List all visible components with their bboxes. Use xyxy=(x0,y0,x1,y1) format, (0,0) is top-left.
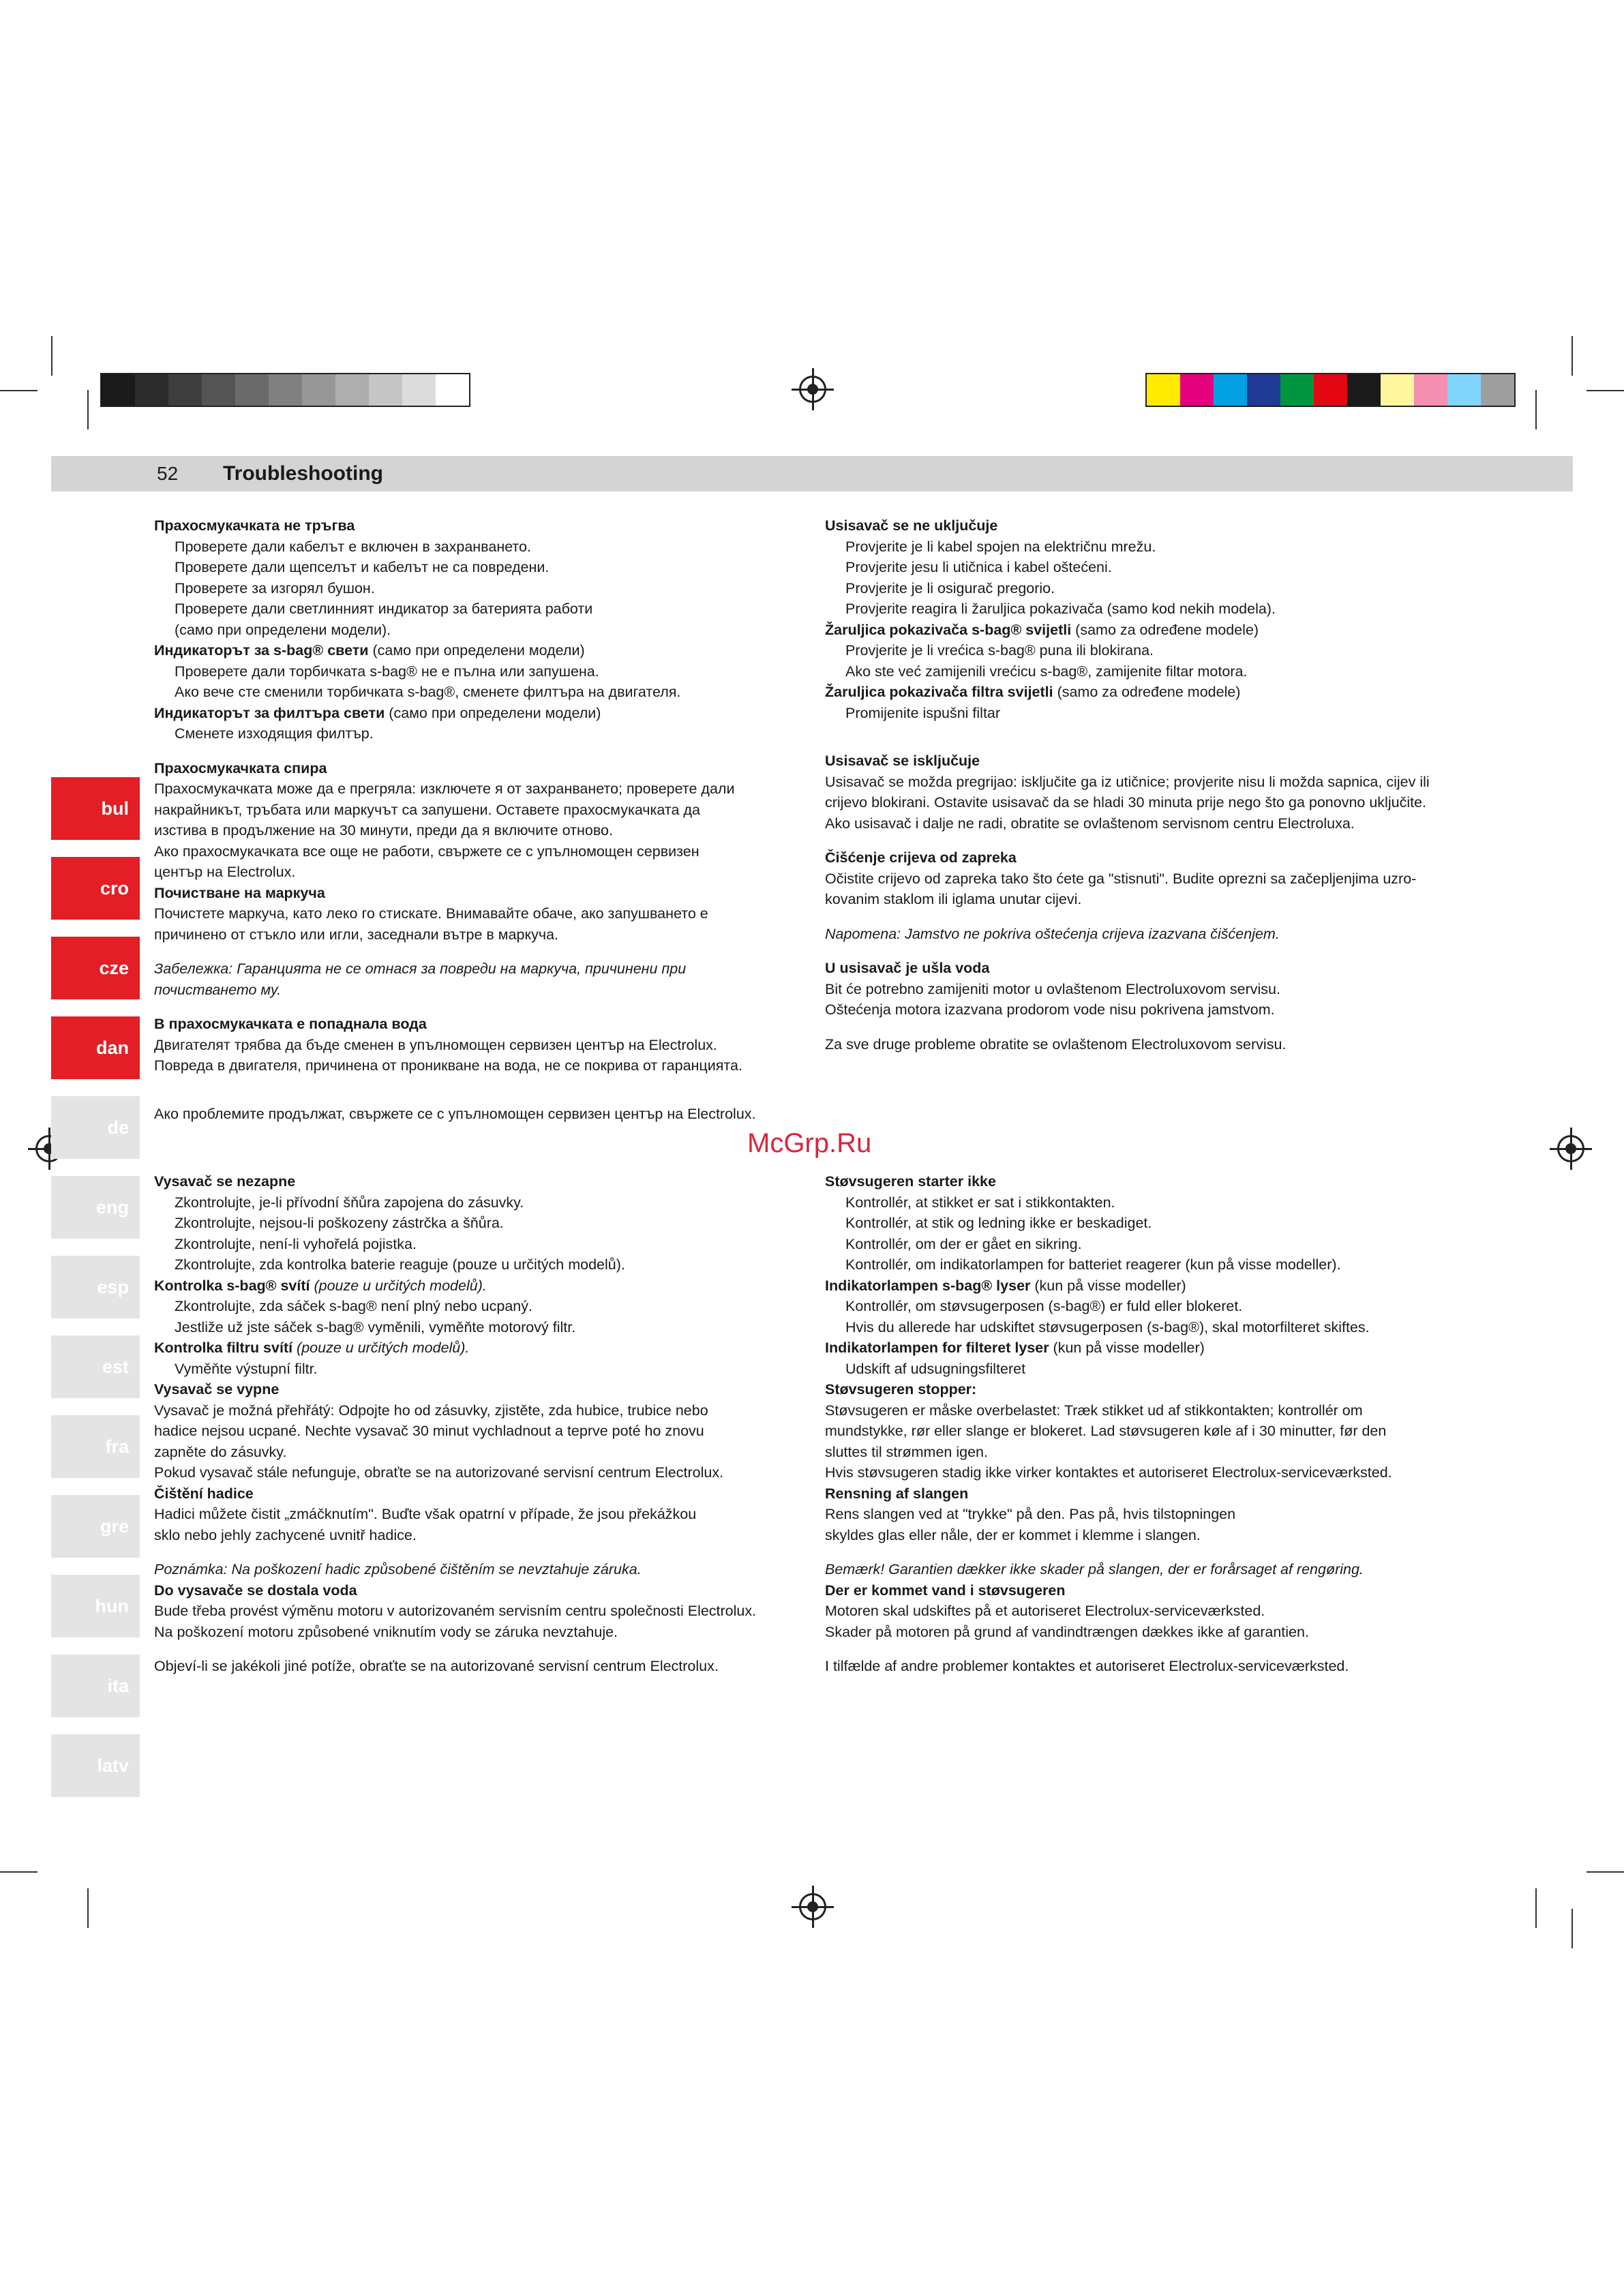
text-line: Provjerite reagira li žaruljica pokazivača (samo kod nekih modela). xyxy=(845,601,1276,617)
text-line: Повреда в двигателя, причинена от проникване на вода, не се покрива от гаранцията. xyxy=(154,1057,742,1074)
heading: Vysavač se vypne xyxy=(154,1381,280,1398)
crop-mark xyxy=(1587,390,1624,391)
text-line: Zkontrolujte, není-li vyhořelá pojistka. xyxy=(175,1235,417,1252)
section-cro xyxy=(825,515,1507,1055)
note-text: (samo za određene modele) xyxy=(1053,684,1241,700)
text-line: Kontrollér, om der er gået en sikring. xyxy=(845,1235,1082,1252)
grayscale-calibration-strip xyxy=(100,373,470,407)
page-number: 52 xyxy=(157,463,179,484)
calibration-swatch xyxy=(302,374,335,406)
heading: Kontrolka filtru svítí xyxy=(154,1340,293,1356)
heading: В прахосмукачката е попаднала вода xyxy=(154,1016,427,1032)
text-line: Ако прахосмукачката все още не работи, свържете се с упълномощен сервизен xyxy=(154,843,700,860)
text-line: Vysavač je možná přehřátý: Odpojte ho od zásuvky, zjistěte, zda hubice, trubice nebo xyxy=(154,1402,708,1419)
calibration-swatch xyxy=(1414,374,1447,406)
section-bul xyxy=(154,515,809,1124)
note-text: (само при определени модели) xyxy=(385,704,601,721)
text-line: Прахосмукачката може да е прегряла: изключете я от захранването; проверете дали xyxy=(154,781,735,797)
text-line: Ако проблемите продължат, свържете се с упълномощен сервизен център на Electrolux. xyxy=(154,1105,756,1122)
heading: Støvsugeren stopper: xyxy=(825,1381,977,1398)
crop-mark xyxy=(1535,390,1537,429)
text-line: Provjerite je li kabel spojen na električnu mrežu. xyxy=(845,538,1156,555)
heading: Žaruljica pokazivača filtra svijetli xyxy=(825,684,1053,700)
text-line: Ako usisavač i dalje ne radi, obratite se ovlaštenom servisnom centru Electroluxa. xyxy=(825,815,1355,832)
text-line: накрайникът, тръбата или маркучът са запушени. Оставете прахосмукачката да xyxy=(154,801,700,818)
text-line: Objeví-li se jakékoli jiné potíže, obraťte se na autorizované servisní centrum Electrolux. xyxy=(154,1658,719,1674)
calibration-swatch xyxy=(1347,374,1381,406)
text-line: Kontrollér, om støvsugerposen (s-bag®) er fuld eller blokeret. xyxy=(845,1298,1243,1314)
calibration-swatch xyxy=(1180,374,1214,406)
heading-line xyxy=(154,640,809,661)
text-line: sluttes til strømmen igen. xyxy=(825,1443,988,1460)
note-text: Napomena: Jamstvo ne pokriva oštećenja crijeva izazvana čišćenjem. xyxy=(825,925,1280,942)
tab-est[interactable]: est xyxy=(51,1335,140,1398)
text-line: Проверете дали торбичката s-bag® не е пълна или запушена. xyxy=(175,663,599,680)
text-line: crijevo blokirani. Ostavite usisavač da se hladi 30 minuta prije nego što ga ponovno uključite. xyxy=(825,794,1426,811)
text-line: Rens slangen ved at "trykke" på den. Pas på, hvis tilstopningen xyxy=(825,1506,1236,1522)
heading-line xyxy=(154,703,809,724)
text-line: Jestliže už jste sáček s-bag® vyměnili, vyměňte motorový filtr. xyxy=(175,1318,576,1335)
text-line: skyldes glas eller nåle, der er kommet i klemme i slangen. xyxy=(825,1526,1201,1543)
text-line: Hvis støvsugeren stadig ikke virker kontaktes et autoriseret Electrolux-serviceværksted. xyxy=(825,1464,1392,1481)
heading: Индикаторът за s-bag® свети xyxy=(154,642,369,659)
tab-gre[interactable]: gre xyxy=(51,1495,140,1558)
text-line: kovanim staklom ili iglama unutar cijevi. xyxy=(825,891,1082,907)
calibration-swatch xyxy=(269,374,302,406)
tab-bul[interactable]: bul xyxy=(51,777,140,840)
text-line: Provjerite je li vrećica s-bag® puna ili blokirana. xyxy=(845,642,1154,659)
tab-de[interactable]: de xyxy=(51,1096,140,1159)
text-line: Zkontrolujte, zda sáček s-bag® není plný nebo ucpaný. xyxy=(175,1298,532,1314)
text-line: изстива в продължение на 30 минути, преди да я включите отново. xyxy=(154,822,613,839)
note-text: (pouze u určitých modelů). xyxy=(292,1340,470,1356)
text-line: Bit će potrebno zamijeniti motor u ovlaštenom Electroluxovom servisu. xyxy=(825,980,1280,997)
text-line: Očistite crijevo od zapreka tako što ćete ga "stisnuti". Budite oprezni sa začepljenjima uzro- xyxy=(825,870,1417,887)
crop-mark xyxy=(87,390,89,429)
text-line: Ako ste već zamijenili vrećicu s-bag®, zamijenite filtar motora. xyxy=(845,663,1248,680)
heading: Почистване на маркуча xyxy=(154,884,325,901)
heading-line xyxy=(825,682,1507,703)
calibration-swatch xyxy=(1447,374,1481,406)
text-line: Vyměňte výstupní filtr. xyxy=(175,1360,318,1377)
tab-latv[interactable]: latv xyxy=(51,1734,140,1797)
crop-mark xyxy=(51,336,52,376)
heading-line xyxy=(825,620,1507,641)
page-header xyxy=(51,456,1573,492)
text-line: център на Electrolux. xyxy=(154,864,296,880)
text-line: Skader på motoren på grund af vandindtrængen dækkes ikke af garantien. xyxy=(825,1623,1309,1640)
text-line: hadice nejsou ucpané. Nechte vysavač 30 minut vychladnout a teprve poté ho znovu xyxy=(154,1423,704,1439)
registration-mark-icon xyxy=(1557,1135,1584,1162)
text-line: Udskift af udsugningsfilteret xyxy=(845,1360,1026,1377)
heading: Der er kommet vand i støvsugeren xyxy=(825,1582,1066,1599)
heading-line xyxy=(154,1275,809,1297)
text-line: Na poškození motoru způsobené vniknutím vody se záruka nevztahuje. xyxy=(154,1623,618,1640)
text-line: Hvis du allerede har udskiftet støvsugerposen (s-bag®), skal motorfilteret skiftes. xyxy=(845,1318,1370,1335)
note-text: (само при определени модели) xyxy=(368,642,585,659)
calibration-swatch xyxy=(402,374,436,406)
crop-mark xyxy=(1572,1909,1573,1948)
calibration-swatch xyxy=(1381,374,1414,406)
calibration-swatch xyxy=(1214,374,1247,406)
note-text: Забележка: Гаранцията не се отнася за повреди на маркуча, причинени при xyxy=(154,961,687,977)
calibration-swatch xyxy=(1247,374,1280,406)
heading: Žaruljica pokazivača s-bag® svijetli xyxy=(825,621,1072,638)
note-text: Poznámka: Na poškození hadic způsobené čištěním se nevztahuje záruka. xyxy=(154,1561,642,1577)
section-cze xyxy=(154,1171,809,1677)
crop-mark xyxy=(0,390,37,391)
heading-line xyxy=(154,1338,809,1359)
calibration-swatch xyxy=(235,374,269,406)
heading: Do vysavače se dostala voda xyxy=(154,1582,357,1599)
note-text: почистването му. xyxy=(154,981,282,998)
text-line: Motoren skal udskiftes på et autoriseret Electrolux-serviceværksted. xyxy=(825,1603,1265,1619)
text-line: Zkontrolujte, zda kontrolka baterie reaguje (pouze u určitých modelů). xyxy=(175,1256,625,1273)
heading: Rensning af slangen xyxy=(825,1485,969,1502)
tab-dan[interactable]: dan xyxy=(51,1016,140,1079)
heading: Indikatorlampen for filteret lyser xyxy=(825,1340,1049,1356)
crop-mark xyxy=(0,1871,37,1873)
tab-cro[interactable]: cro xyxy=(51,857,140,920)
calibration-swatch xyxy=(135,374,168,406)
calibration-swatch xyxy=(202,374,235,406)
text-line: Zkontrolujte, je-li přívodní šňůra zapojena do zásuvky. xyxy=(175,1194,524,1211)
calibration-swatch xyxy=(1147,374,1180,406)
text-line: Проверете дали щепселът и кабелът не са повредени. xyxy=(175,559,550,575)
tab-esp[interactable]: esp xyxy=(51,1256,140,1318)
text-line: Bude třeba provést výměnu motoru v autorizovaném servisním centru společnosti Electrolux. xyxy=(154,1603,757,1619)
section-dan xyxy=(825,1171,1507,1677)
text-line: sklo nebo jehly zachycené uvnitř hadice. xyxy=(154,1526,417,1543)
tab-fra[interactable]: fra xyxy=(51,1415,140,1478)
calibration-swatch xyxy=(436,374,469,406)
calibration-swatch xyxy=(1481,374,1514,406)
calibration-swatch xyxy=(369,374,402,406)
tab-hun[interactable]: hun xyxy=(51,1575,140,1637)
tab-cze[interactable]: cze xyxy=(51,937,140,999)
text-line: Provjerite jesu li utičnica i kabel oštećeni. xyxy=(845,559,1112,575)
tab-eng[interactable]: eng xyxy=(51,1176,140,1239)
text-line: Støvsugeren er måske overbelastet: Træk stikket ud af stikkontakten; kontrollér om xyxy=(825,1402,1363,1419)
crop-mark xyxy=(1587,1871,1624,1873)
text-line: mundstykke, rør eller slange er blokeret. Lad støvsugeren køle af i 30 minutter, før den xyxy=(825,1423,1387,1439)
heading: Индикаторът за филтъра свети xyxy=(154,704,385,721)
calibration-swatch xyxy=(1314,374,1347,406)
calibration-swatch xyxy=(102,374,135,406)
heading: U usisavač je ušla voda xyxy=(825,960,990,976)
text-line: zapněte do zásuvky. xyxy=(154,1443,287,1460)
registration-mark-icon xyxy=(799,1893,826,1920)
text-line: Проверете дали кабелът е включен в захранването. xyxy=(175,538,531,555)
calibration-swatch xyxy=(168,374,202,406)
text-line: Oštećenja motora izazvana prodorom vode nisu pokrivena jamstvom. xyxy=(825,1001,1275,1018)
text-line: Pokud vysavač stále nefunguje, obraťte se na autorizované servisní centrum Electrolux. xyxy=(154,1464,724,1481)
text-line: Kontrollér, at stikket er sat i stikkontakten. xyxy=(845,1194,1115,1211)
note-text: (samo za određene modele) xyxy=(1071,621,1259,638)
text-line: Сменете изходящия филтър. xyxy=(175,725,374,742)
heading: Прахосмукачката спира xyxy=(154,759,327,776)
note-text: (kun på visse modeller) xyxy=(1049,1340,1205,1356)
text-line: Проверете за изгорял бушон. xyxy=(175,579,375,596)
text-line: Provjerite je li osigurač pregorio. xyxy=(845,579,1055,596)
text-line: Ако вече сте сменили торбичката s-bag®, сменете филтъра на двигателя. xyxy=(175,684,681,700)
text-line: Проверете дали светлинният индикатор за батерията работи xyxy=(175,601,593,617)
crop-mark xyxy=(1535,1888,1537,1928)
text-line: Почистете маркуча, като леко го стискате. Внимавайте обаче, ако запушването е xyxy=(154,905,708,922)
text-line: (само при определени модели). xyxy=(175,621,391,638)
note-text: Bemærk! Garantien dækker ikke skader på slangen, der er forårsaget af rengøring. xyxy=(825,1561,1364,1577)
heading: Čištění hadice xyxy=(154,1485,254,1502)
text-line: Usisavač se možda pregrijao: isključite ga iz utičnice; provjerite nisu li možda sapnica, cijev ili xyxy=(825,773,1430,790)
text-line: причинено от стъкло или игли, заседнали вътре в маркуча. xyxy=(154,926,559,943)
calibration-swatch xyxy=(1280,374,1314,406)
heading: Прахосмукачката не тръгва xyxy=(154,517,355,534)
page-title: Troubleshooting xyxy=(223,462,383,485)
note-text: (pouze u určitých modelů). xyxy=(310,1277,487,1294)
crop-mark xyxy=(87,1888,89,1928)
crop-mark xyxy=(1572,336,1573,376)
heading: Usisavač se isključuje xyxy=(825,753,980,769)
text-line: Promijenite ispušni filtar xyxy=(845,704,1001,721)
color-calibration-strip xyxy=(1145,373,1516,407)
note-text: (kun på visse modeller) xyxy=(1030,1277,1186,1294)
heading: Čišćenje crijeva od zapreka xyxy=(825,849,1017,866)
heading-line xyxy=(825,1275,1507,1297)
text-line: Kontrollér, at stik og ledning ikke er beskadiget. xyxy=(845,1215,1152,1231)
text-line: Kontrollér, om indikatorlampen for batteriet reagerer (kun på visse modeller). xyxy=(845,1256,1341,1273)
text-line: Двигателят трябва да бъде сменен в упълномощен сервизен център на Electrolux. xyxy=(154,1036,717,1053)
text-line: Hadici můžete čistit „zmáčknutím". Buďte však opatrní v případe, že jsou překážkou xyxy=(154,1506,697,1522)
heading: Støvsugeren starter ikke xyxy=(825,1173,996,1190)
registration-mark-icon xyxy=(799,376,826,403)
heading: Vysavač se nezapne xyxy=(154,1173,296,1190)
text-line: I tilfælde af andre problemer kontaktes et autoriseret Electrolux-serviceværksted. xyxy=(825,1658,1349,1674)
text-line: Za sve druge probleme obratite se ovlaštenom Electroluxovom servisu. xyxy=(825,1036,1287,1053)
text-line: Zkontrolujte, nejsou-li poškozeny zástrčka a šňůra. xyxy=(175,1215,504,1231)
heading-line xyxy=(825,1338,1507,1359)
heading: Indikatorlampen s-bag® lyser xyxy=(825,1277,1031,1294)
heading: Kontrolka s-bag® svítí xyxy=(154,1277,310,1294)
heading: Usisavač se ne uključuje xyxy=(825,517,998,534)
tab-ita[interactable]: ita xyxy=(51,1655,140,1717)
calibration-swatch xyxy=(335,374,369,406)
watermark: McGrp.Ru xyxy=(747,1128,872,1158)
